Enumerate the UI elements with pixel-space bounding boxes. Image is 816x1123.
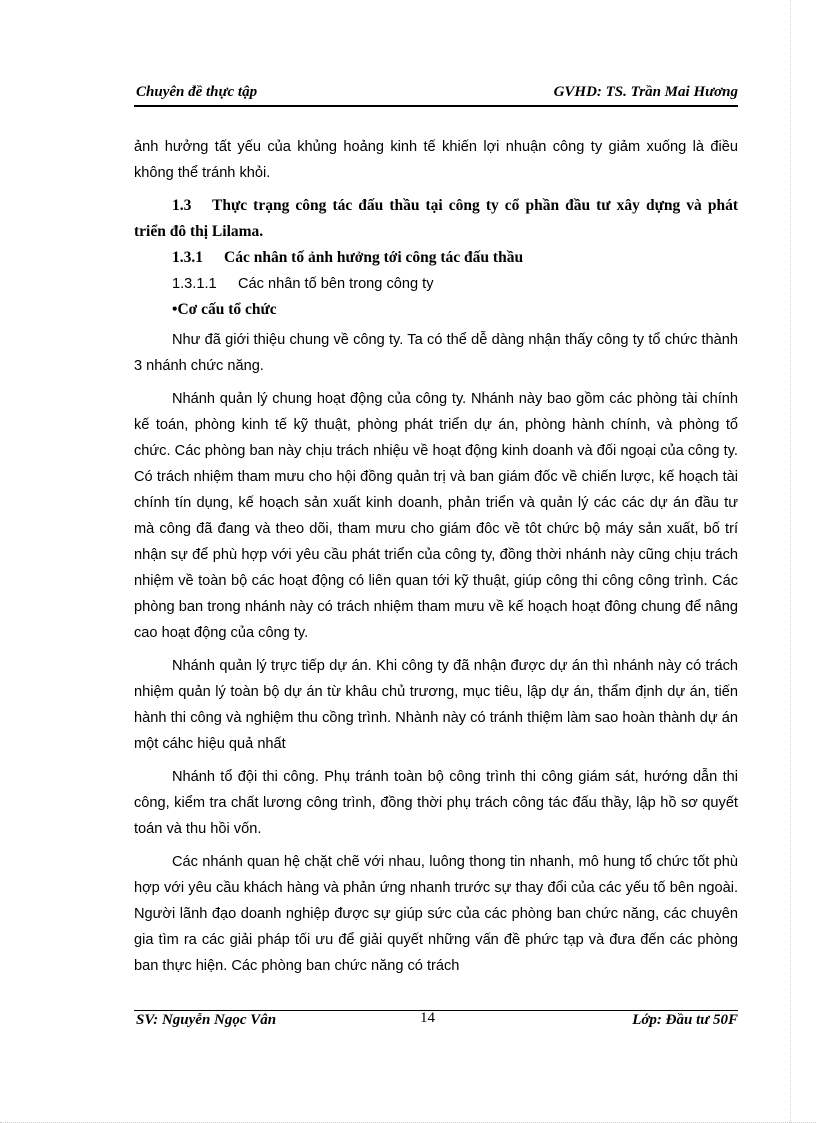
subsubsection-heading xyxy=(134,271,738,297)
section-heading xyxy=(134,193,738,245)
page-body xyxy=(134,134,738,986)
paragraph: Nhánh tổ đội thi công. Phụ tránh toàn bộ công trình thi công giám sát, hướng dẫn thi công, kiểm tra chất lương công trình, đồng thời phụ trách công tác đấu thầy, lập hồ sơ quyết toán và thu hồi vốn. xyxy=(134,769,738,837)
page-number: 14 xyxy=(420,1010,435,1026)
paragraph: ảnh hưởng tất yếu của khủng hoảng kinh tế khiến lợi nhuận công ty giảm xuống là điều không thể tránh khỏi. xyxy=(134,139,738,181)
paragraph: Các nhánh quan hệ chặt chẽ với nhau, luông thong tin nhanh, mô hung tổ chức tốt phù hợp với yêu cầu khách hàng và phản ứng nhanh trước sự thay đổi của các yếu tố bên ngoài. Người lãnh đạo doanh nghiệp được sự giúp sức của các phòng ban chức năng, các chuyên gia tìm ra các giải pháp tối ưu để giải quyết những vấn đề phức tạp và đưa đến các phòng ban thực hiện. Các phòng ban chức năng có trách xyxy=(134,854,738,974)
paragraph: Nhánh quản lý trực tiếp dự án. Khi công ty đã nhận được dự án thì nhánh này có trách nhiệm quản lý toàn bộ dự án từ khâu chủ trương, mục tiêu, lập dự án, thẩm định dự án, tiến hành thi công và nghiệm thu cồng trình. Nhành này có tránh thiệm làm sao hoàn thành dự án một cáhc hiệu quả nhất xyxy=(134,658,738,752)
page-header xyxy=(134,84,738,106)
bullet-icon: • xyxy=(172,301,178,318)
paragraph: Nhánh quản lý chung hoạt động của công ty. Nhánh này bao gồm các phòng tài chính kế toán, phòng kinh tế kỹ thuật, phòng phát triển dự án, phòng hành chính, và phòng tổ chức. Các phòng ban này chịu trách nhiệu về hoạt động kinh doanh và đối ngoại của công ty. Có trách nhiệm tham mưu cho hội đồng quản trị và ban giám đốc về chiến lược, kế hoạch tài chính tín dụng, kế hoạch sản xuất kinh doanh, phản triển và quản lý các các dự án đầu tư mà công đã đang và theo dõi, tham mưu cho giám đôc về tôt chức bộ máy sản xuất, bố trí nhận sự để phù hợp với yêu cầu phát triển của công ty, đồng thời nhánh này cũng chịu trách nhiệm về toàn bộ các hoạt động có liên quan tới kỹ thuật, giúp công thi công công trình. Các phòng ban trong nhánh này có trách nhiệm tham mưu về kế hoạch hoạt đông chung để nâng cao hoạt động của công ty. xyxy=(134,391,738,641)
header-rule xyxy=(134,105,738,107)
section-number: 1.3 xyxy=(172,197,192,214)
header-left: Chuyên đề thực tập xyxy=(136,84,258,100)
page-margin-guide xyxy=(790,0,791,1123)
bullet-item xyxy=(134,297,738,323)
subsection-heading xyxy=(134,245,738,271)
paragraph: Như đã giới thiệu chung về công ty. Ta có thể dễ dàng nhận thấy công ty tổ chức thành 3 nhánh chức năng. xyxy=(134,332,738,374)
subsubsection-title: Các nhân tố bên trong công ty xyxy=(238,276,434,292)
header-right: GVHD: TS. Trần Mai Hương xyxy=(553,84,738,100)
subsection-title: Các nhân tố ảnh hưởng tới công tác đấu thầu xyxy=(224,249,524,266)
footer-left: SV: Nguyễn Ngọc Vân xyxy=(136,1012,277,1028)
subsection-number: 1.3.1 xyxy=(172,249,203,266)
subsubsection-number: 1.3.1.1 xyxy=(172,276,217,292)
section-title: Thực trạng công tác đấu thầu tại công ty cổ phần đầu tư xây dựng và phát triển đô thị Lilama. xyxy=(134,197,738,240)
bullet-label: Cơ cấu tổ chức xyxy=(177,301,277,318)
page-footer xyxy=(134,1012,738,1034)
footer-rule xyxy=(134,1010,738,1011)
footer-right: Lớp: Đầu tư 50F xyxy=(632,1012,738,1028)
